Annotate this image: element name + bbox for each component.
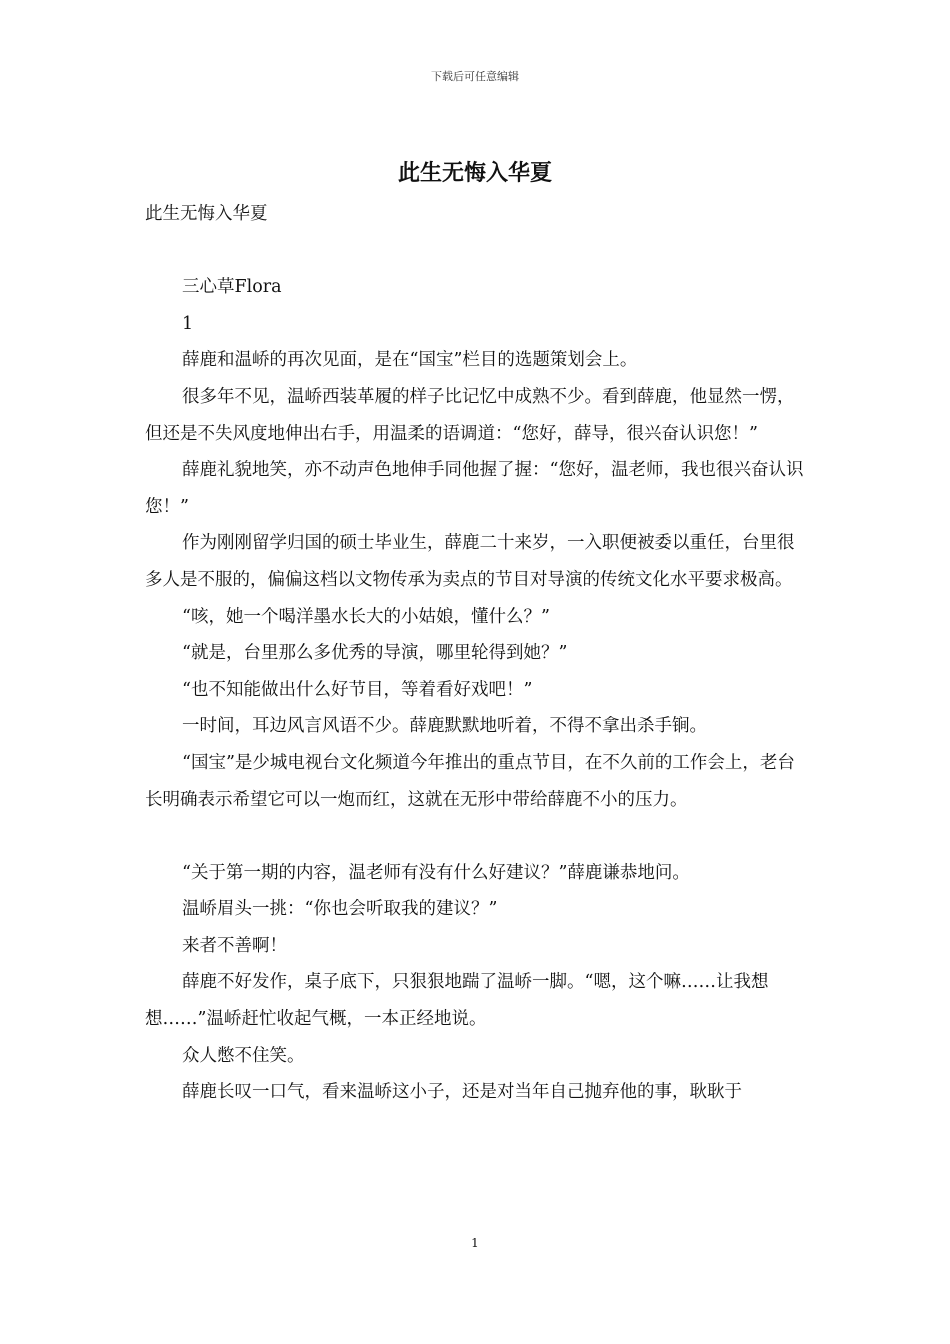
paragraph: 很多年不见，温峤西装革履的样子比记忆中成熟不少。看到薛鹿，他显然一愣，但还是不失风度地伸出右手，用温柔的语调道：“您好，薛导，很兴奋认识您！”	[145, 386, 795, 444]
paragraph: “咳，她一个喝洋墨水长大的小姑娘，懂什么？”	[182, 606, 550, 627]
paragraph: 薛鹿长叹一口气，看来温峤这小子，还是对当年自己抛弃他的事，耿耿于	[182, 1082, 742, 1103]
subtitle: 此生无悔入华夏	[145, 204, 268, 224]
paragraph: 薛鹿礼貌地笑，亦不动声色地伸手同他握了握：“您好，温老师，我也很兴奋认识您！”	[145, 460, 804, 517]
paragraph: 温峤眉头一挑：“你也会听取我的建议？”	[182, 899, 498, 920]
paragraph: 作为刚刚留学归国的硕士毕业生，薛鹿二十来岁，一入职便被委以重任，台里很多人是不服的，偏偏这档以文物传承为卖点的节目对导演的传统文化水平要求极高。	[145, 533, 795, 590]
document-title: 此生无悔入华夏	[397, 160, 552, 186]
paragraph: “国宝”是少城电视台文化频道今年推出的重点节目，在不久前的工作会上，老台长明确表示希望它可以一炮而红，这就在无形中带给薛鹿不小的压力。	[145, 752, 795, 810]
page-number: 1	[471, 1236, 479, 1250]
paragraph: 薛鹿和温峤的再次见面，是在“国宝”栏目的选题策划会上。	[182, 350, 638, 371]
chapter-number: 1	[182, 313, 194, 334]
document-body	[145, 196, 810, 1111]
paragraph: “也不知能做出什么好节目，等着看好戏吧！”	[182, 679, 533, 700]
paragraph: 一时间，耳边风言风语不少。薛鹿默默地听着，不得不拿出杀手锏。	[182, 716, 707, 737]
author-line: 三心草Flora	[182, 277, 282, 298]
paragraph: 薛鹿不好发作，桌子底下，只狠狠地踹了温峤一脚。“嗯，这个嘛……让我想想……”温峤赶忙收起气概，一本正经地说。	[145, 972, 769, 1030]
paragraph: 众人憋不住笑。	[182, 1045, 305, 1066]
paragraph: 来者不善啊！	[182, 935, 287, 956]
paragraph: “就是，台里那么多优秀的导演，哪里轮得到她？”	[182, 643, 568, 664]
paragraph: “关于第一期的内容，温老师有没有什么好建议？”薛鹿谦恭地问。	[182, 862, 690, 883]
header-note: 下载后可任意编辑	[431, 70, 519, 83]
paragraph-gap	[145, 818, 810, 855]
